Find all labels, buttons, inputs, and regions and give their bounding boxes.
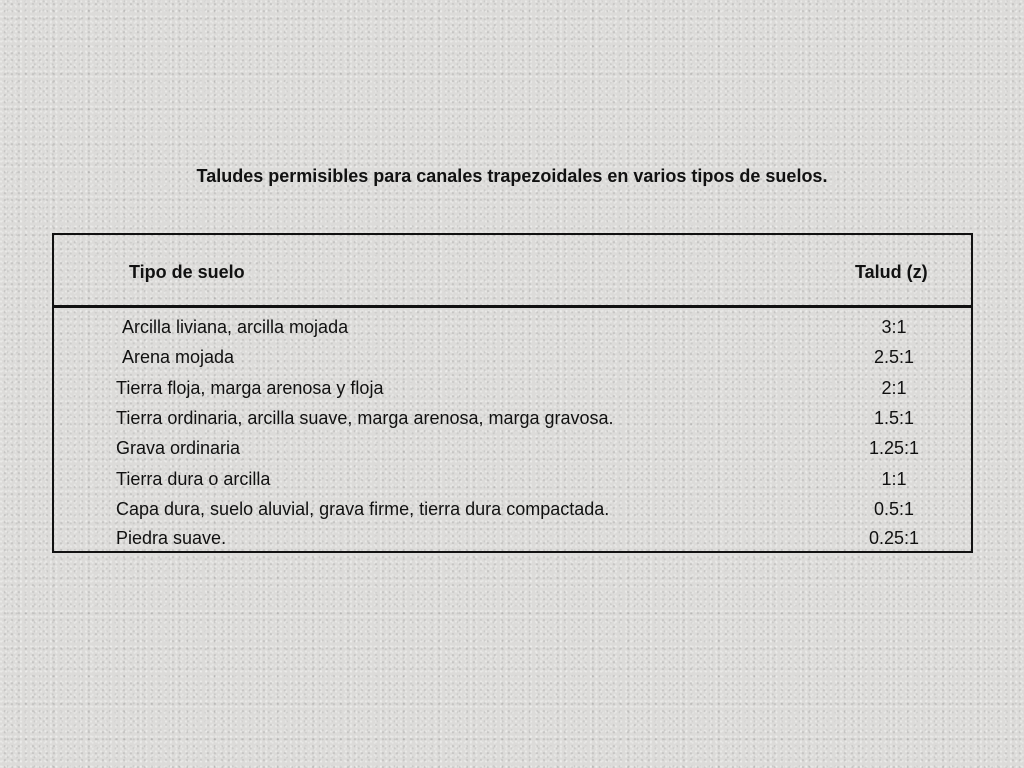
slope-cell: 1.5:1 xyxy=(873,408,915,428)
slope-cell: 0.5:1 xyxy=(873,499,915,519)
soil-type-cell: Tierra ordinaria, arcilla suave, marga arenosa, marga gravosa. xyxy=(116,408,614,428)
table-row xyxy=(54,344,971,370)
table-row xyxy=(54,496,971,522)
table-row xyxy=(54,405,971,431)
slope-cell: 3:1 xyxy=(881,317,907,337)
table-row xyxy=(54,435,971,461)
soil-type-cell: Tierra floja, marga arenosa y floja xyxy=(116,378,384,398)
table-row xyxy=(54,466,971,492)
header-soil-type: Tipo de suelo xyxy=(129,262,245,282)
soil-type-cell: Grava ordinaria xyxy=(116,438,241,458)
slide-title: Taludes permisibles para canales trapezoidales en varios tipos de suelos. xyxy=(196,166,828,186)
soil-type-cell: Capa dura, suelo aluvial, grava firme, tierra dura compactada. xyxy=(116,499,610,519)
slope-cell: 1.25:1 xyxy=(868,438,920,458)
soil-type-cell: Arena mojada xyxy=(122,347,235,367)
slope-cell: 2:1 xyxy=(881,378,907,398)
header-slope: Talud (z) xyxy=(855,262,928,282)
table-row xyxy=(54,525,971,551)
table-row xyxy=(54,314,971,340)
slope-cell: 1:1 xyxy=(881,469,907,489)
soil-type-cell: Arcilla liviana, arcilla mojada xyxy=(122,317,349,337)
table-header xyxy=(54,235,971,308)
soil-type-cell: Piedra suave. xyxy=(116,528,227,548)
soil-type-cell: Tierra dura o arcilla xyxy=(116,469,271,489)
slope-cell: 0.25:1 xyxy=(868,528,920,548)
slope-table xyxy=(52,233,973,553)
table-row xyxy=(54,375,971,401)
slope-cell: 2.5:1 xyxy=(873,347,915,367)
